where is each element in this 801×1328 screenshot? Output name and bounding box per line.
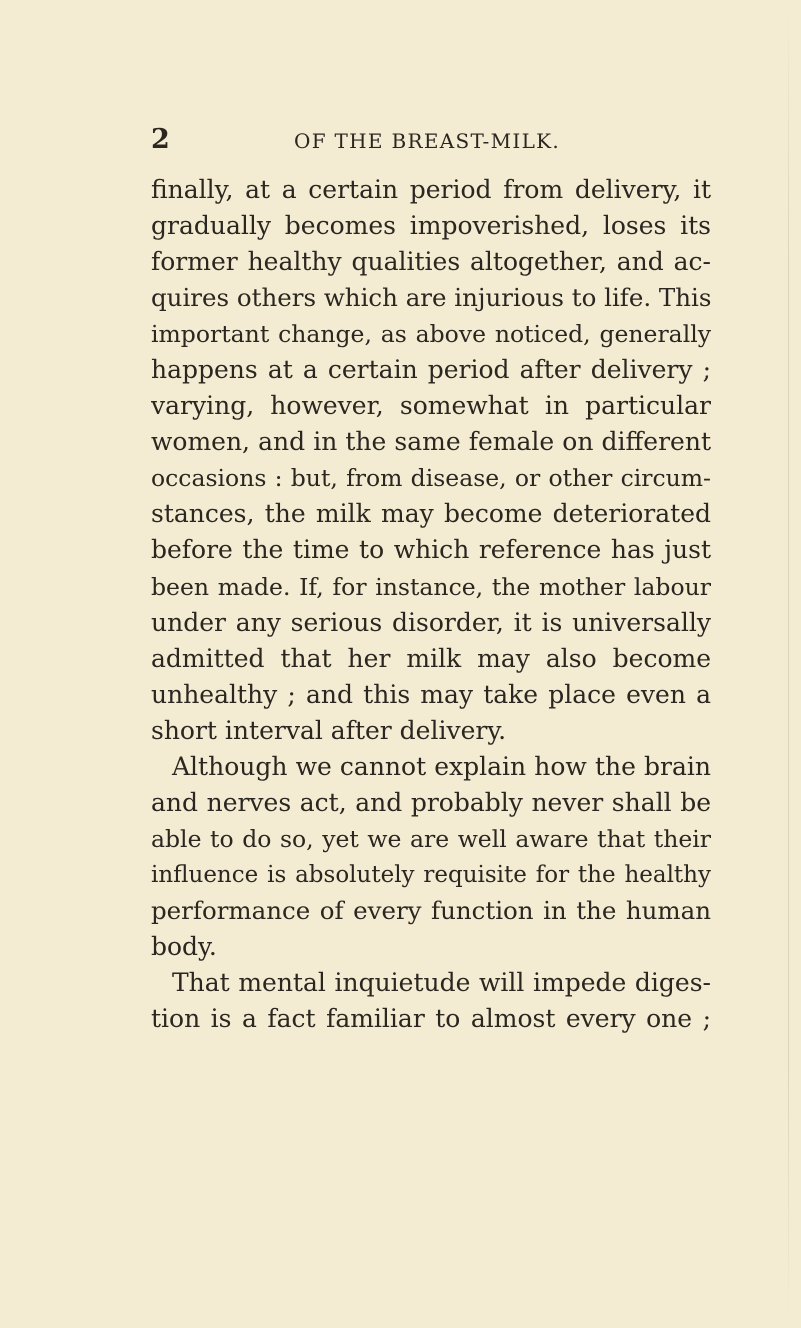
text-line: able to do so, yet we are well aware that their (151, 824, 711, 853)
text-line: before the time to which reference has just (151, 535, 711, 565)
text-line: gradually becomes impoverished, loses its (151, 211, 711, 241)
page-number: 2 (151, 124, 171, 155)
page-edge (788, 0, 789, 1328)
text-line-paragraph-start: Although we cannot explain how the brain (172, 751, 711, 781)
text-line: women, and in the same female on different (151, 427, 711, 457)
text-line: unhealthy ; and this may take place even a (151, 679, 711, 709)
body-text (151, 172, 711, 1037)
text-line: former healthy qualities altogether, and ac- (151, 247, 711, 277)
text-line: finally, at a certain period from delivery, it (151, 175, 711, 204)
text-line: tion is a fact familiar to almost every one ; (151, 1004, 711, 1034)
text-line: important change, as above noticed, generally (151, 320, 711, 349)
running-head (151, 124, 711, 156)
text-line: quires others which are injurious to life. This (151, 283, 711, 313)
text-line: admitted that her milk may also become (151, 643, 711, 673)
text-line: body. (151, 931, 217, 961)
text-line-paragraph-start: That mental inquietude will impede diges- (172, 968, 711, 998)
text-line: occasions : but, from disease, or other circum- (151, 464, 711, 493)
text-line: stances, the milk may become deteriorated (151, 499, 711, 529)
text-line: and nerves act, and probably never shall be (151, 787, 711, 817)
running-head-title: OF THE BREAST-MILK. (294, 129, 561, 153)
text-line: short interval after delivery. (151, 715, 507, 745)
text-line: happens at a certain period after delivery ; (151, 355, 711, 385)
text-line: varying, however, somewhat in particular (151, 391, 711, 421)
text-line: been made. If, for instance, the mother labour (151, 572, 711, 601)
text-line: influence is absolutely requisite for the healthy (151, 861, 711, 888)
text-line: under any serious disorder, it is universally (151, 607, 711, 637)
text-line: performance of every function in the human (151, 895, 711, 925)
